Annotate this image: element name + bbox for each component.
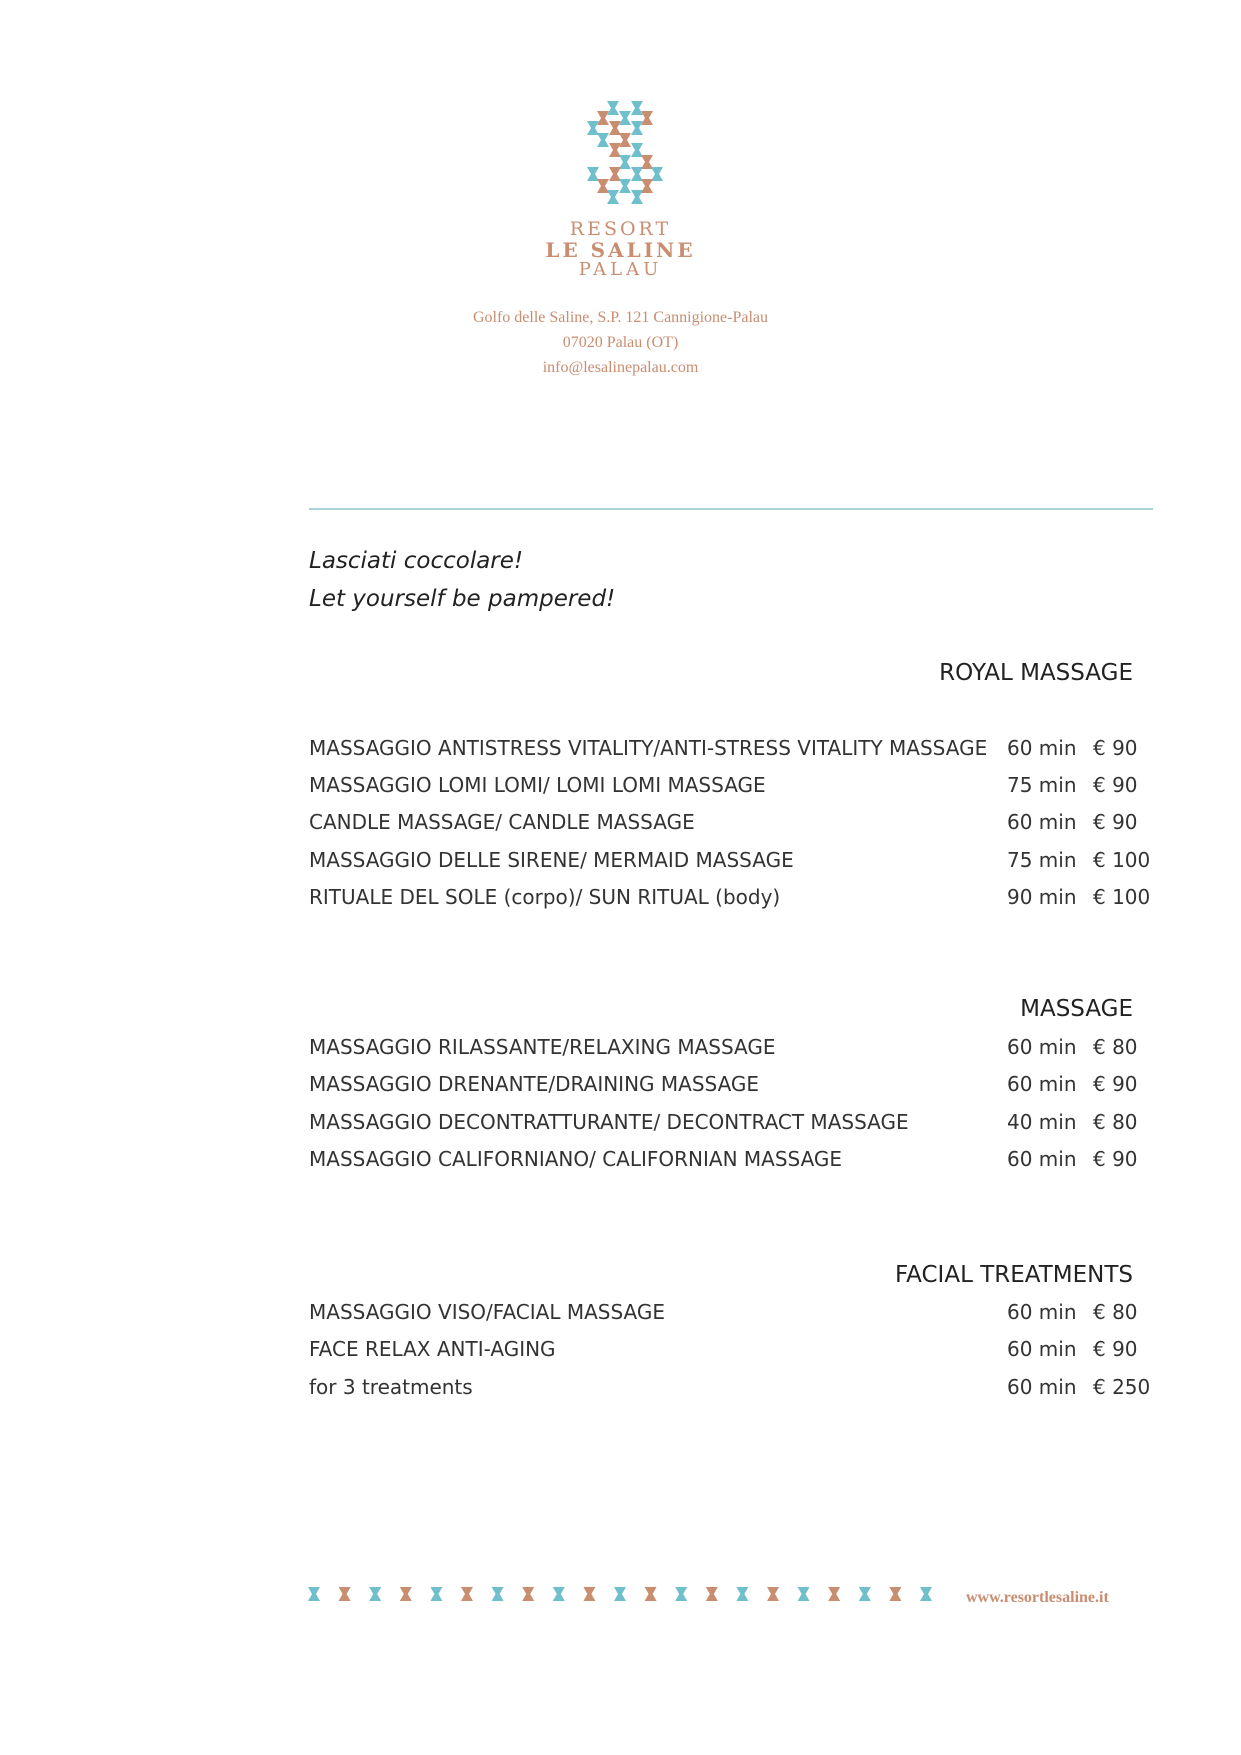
treatment-price: € 90 xyxy=(1093,736,1138,760)
tagline-italian: Lasciati coccolare! xyxy=(309,548,524,574)
treatment-price: € 90 xyxy=(1093,810,1138,834)
section-title-royal-massage: ROYAL MASSAGE xyxy=(939,660,1133,686)
divider-line xyxy=(309,508,1153,510)
treatment-name: for 3 treatments xyxy=(309,1375,473,1399)
treatment-price: € 80 xyxy=(1093,1110,1138,1134)
treatment-name: MASSAGGIO ANTISTRESS VITALITY/ANTI-STRESS VITALITY MASSAGE xyxy=(309,736,988,760)
treatment-price: € 90 xyxy=(1093,773,1138,797)
list-item xyxy=(309,1072,1159,1102)
treatment-duration: 60 min xyxy=(1007,810,1077,834)
list-item xyxy=(309,885,1159,915)
treatment-name: MASSAGGIO DRENANTE/DRAINING MASSAGE xyxy=(309,1072,760,1096)
list-item xyxy=(309,1300,1159,1330)
section-title-facial-treatments: FACIAL TREATMENTS xyxy=(895,1262,1133,1288)
treatment-price: € 250 xyxy=(1093,1375,1151,1399)
decorative-pattern-icon xyxy=(306,1584,936,1604)
resort-logo-icon xyxy=(585,100,665,205)
treatment-duration: 40 min xyxy=(1007,1110,1077,1134)
section-title-massage: MASSAGE xyxy=(1020,996,1133,1022)
treatment-price: € 90 xyxy=(1093,1147,1138,1171)
tagline-english: Let yourself be pampered! xyxy=(309,586,616,612)
address-email[interactable]: info@lesalinepalau.com xyxy=(542,359,699,376)
list-item xyxy=(309,736,1159,766)
list-item xyxy=(309,848,1159,878)
treatment-price: € 80 xyxy=(1093,1035,1138,1059)
treatment-duration: 90 min xyxy=(1007,885,1077,909)
address-city: 07020 Palau (OT) xyxy=(562,334,679,351)
list-item xyxy=(309,1110,1159,1140)
treatment-name: MASSAGGIO RILASSANTE/RELAXING MASSAGE xyxy=(309,1035,776,1059)
treatment-name: RITUALE DEL SOLE (corpo)/ SUN RITUAL (body) xyxy=(309,885,781,909)
brand-line-3: PALAU xyxy=(578,259,663,280)
list-item xyxy=(309,773,1159,803)
treatment-duration: 60 min xyxy=(1007,1375,1077,1399)
address-street: Golfo delle Saline, S.P. 121 Cannigione-Palau xyxy=(472,309,769,326)
website-link[interactable]: www.resortlesaline.it xyxy=(966,1589,1109,1606)
treatment-duration: 60 min xyxy=(1007,1035,1077,1059)
treatment-duration: 60 min xyxy=(1007,736,1077,760)
list-item xyxy=(309,1375,1159,1405)
treatment-name: FACE RELAX ANTI-AGING xyxy=(309,1337,556,1361)
treatment-duration: 75 min xyxy=(1007,773,1077,797)
treatment-name: MASSAGGIO VISO/FACIAL MASSAGE xyxy=(309,1300,665,1324)
treatment-duration: 60 min xyxy=(1007,1072,1077,1096)
treatment-name: MASSAGGIO CALIFORNIANO/ CALIFORNIAN MASSAGE xyxy=(309,1147,843,1171)
list-item xyxy=(309,1147,1159,1177)
treatment-price: € 90 xyxy=(1093,1337,1138,1361)
treatment-name: MASSAGGIO DECONTRATTURANTE/ DECONTRACT MASSAGE xyxy=(309,1110,909,1134)
treatment-name: CANDLE MASSAGE/ CANDLE MASSAGE xyxy=(309,810,695,834)
treatment-name: MASSAGGIO LOMI LOMI/ LOMI LOMI MASSAGE xyxy=(309,773,766,797)
treatment-duration: 60 min xyxy=(1007,1337,1077,1361)
list-item xyxy=(309,1035,1159,1065)
treatment-duration: 60 min xyxy=(1007,1147,1077,1171)
treatment-duration: 75 min xyxy=(1007,848,1077,872)
treatment-price: € 80 xyxy=(1093,1300,1138,1324)
treatment-price: € 100 xyxy=(1093,885,1151,909)
list-item xyxy=(309,810,1159,840)
treatment-name: MASSAGGIO DELLE SIRENE/ MERMAID MASSAGE xyxy=(309,848,794,872)
brand-line-1: RESORT xyxy=(569,218,672,240)
treatment-duration: 60 min xyxy=(1007,1300,1077,1324)
treatment-price: € 100 xyxy=(1093,848,1151,872)
list-item xyxy=(309,1337,1159,1367)
brand-line-2: LE SALINE xyxy=(545,238,696,262)
treatment-price: € 90 xyxy=(1093,1072,1138,1096)
